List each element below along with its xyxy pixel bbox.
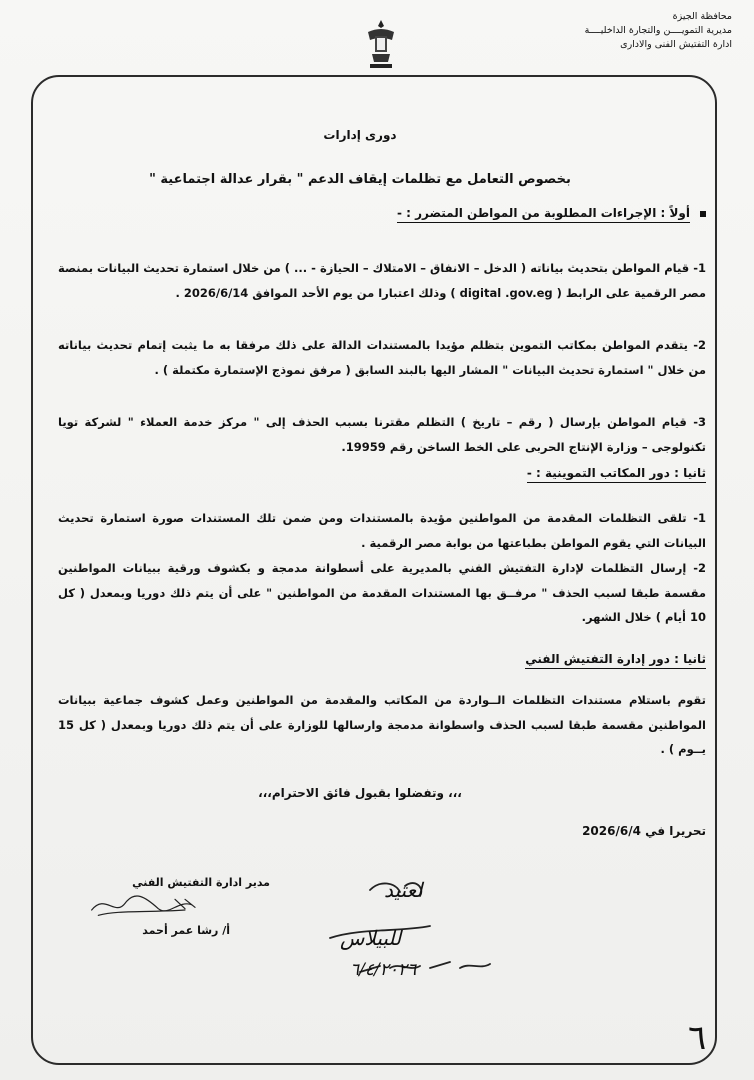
- page-number: ٦: [688, 1018, 707, 1058]
- signatory-title: مدير ادارة التفتيش الفني: [132, 876, 270, 889]
- section1-item-2: 2- يتقدم المواطن بمكاتب التموين بتظلم مؤيدا بالمستندات الدالة على ذلك مرفقا به ما يثبت إتمام تحديث بياناته من خلال " استمارة تحديث البيانات " المشار اليها بالبند السابق ( مرفق نموذج الإستمارة مكتملة ) .: [58, 338, 706, 377]
- section1-item-1: 1- قيام المواطن بتحديث بياناته ( الدخل – الانفاق – الامتلاك – الحيازة - ... ) من خلال استمارة تحديث البيانات بمنصة مصر الرقمية على الرابط ( digital .gov.eg ) وذلك اعتبارا من يوم الأحد الموافق 2026/6/14 .: [58, 261, 706, 300]
- signatory-block: [60, 876, 270, 956]
- handwritten-line-1: لعتيد: [384, 878, 423, 902]
- section1-item-3: 3- قيام المواطن بإرسال ( رقم – تاريخ ) التظلم مقترنا بسبب الحذف إلى " مركز خدمة العملاء " لشركة تويا تكنولوجى – وزارة الإنتاج الحربى على الخط الساخن رقم 19959.: [58, 415, 706, 454]
- section2-item-1: 1- تلقى التظلمات المقدمة من المواطنين مؤيدة بالمستندات ومن ضمن تلك المستندات صورة استمارة تحديث البيانات التي يقوم المواطن بطباعتها من بوابة مصر الرقمية .: [58, 511, 706, 550]
- section2-title: ثانيا : دور المكاتب التموينية : -: [527, 466, 706, 480]
- document-type: دورى إدارات: [323, 128, 397, 142]
- handwritten-annotation: [320, 868, 500, 988]
- letterhead-department: ادارة التفتيش الفنى والادارى: [620, 39, 732, 50]
- handwritten-line-3: ٦/٤/٢٠٢٦: [350, 960, 417, 980]
- section2-item-2: 2- إرسال التظلمات لإدارة التفتيش الفني بالمديرية على أسطوانة مدمجة و بكشوف ورقية ببيانات المواطنين مقسمة طبقا لسبب الحذف " مرفــق بها المستندات المقدمة من المواطنين " على أن يتم ذلك دوريا وبمعدل ( كل 10 أيام ) خلال الشهر.: [58, 561, 706, 624]
- handwritten-line-2: للبيلاس: [340, 926, 402, 950]
- issue-date: تحريرا في 2026/6/4: [582, 824, 706, 838]
- letterhead-governorate: محافظة الجيزة: [672, 11, 732, 22]
- document-subject: بخصوص التعامل مع تظلمات إيقاف الدعم " بقرار عدالة اجتماعية ": [149, 172, 571, 187]
- section3-title: ثانيا : دور إدارة التفتيش الفني: [525, 652, 706, 666]
- section3-text: تقوم باستلام مستندات التظلمات الــواردة من المكاتب والمقدمة من المواطنين وعمل كشوف جماعية ببيانات المواطنين مقسمة طبقا لسبب الحذف واسطوانة مدمجة وارسالها للوزارة على أن يتم ذلك دوريا وبمعدل ( كل 15 يــوم ) .: [58, 693, 706, 756]
- closing-salutation: ،،، وتفضلوا بقبول فائق الاحترام،،،: [258, 786, 462, 800]
- letterhead: [512, 10, 732, 52]
- signatory-name: أ/ رشا عمر أحمد: [142, 924, 230, 937]
- eagle-emblem-icon: [364, 18, 398, 70]
- bullet-icon: [700, 211, 706, 217]
- letterhead-directorate: مديرية التمويــــن والتجارة الداخليــــة: [584, 25, 732, 36]
- section1-title: أولاً : الإجراءات المطلوبة من المواطن المتضرر : -: [397, 206, 706, 220]
